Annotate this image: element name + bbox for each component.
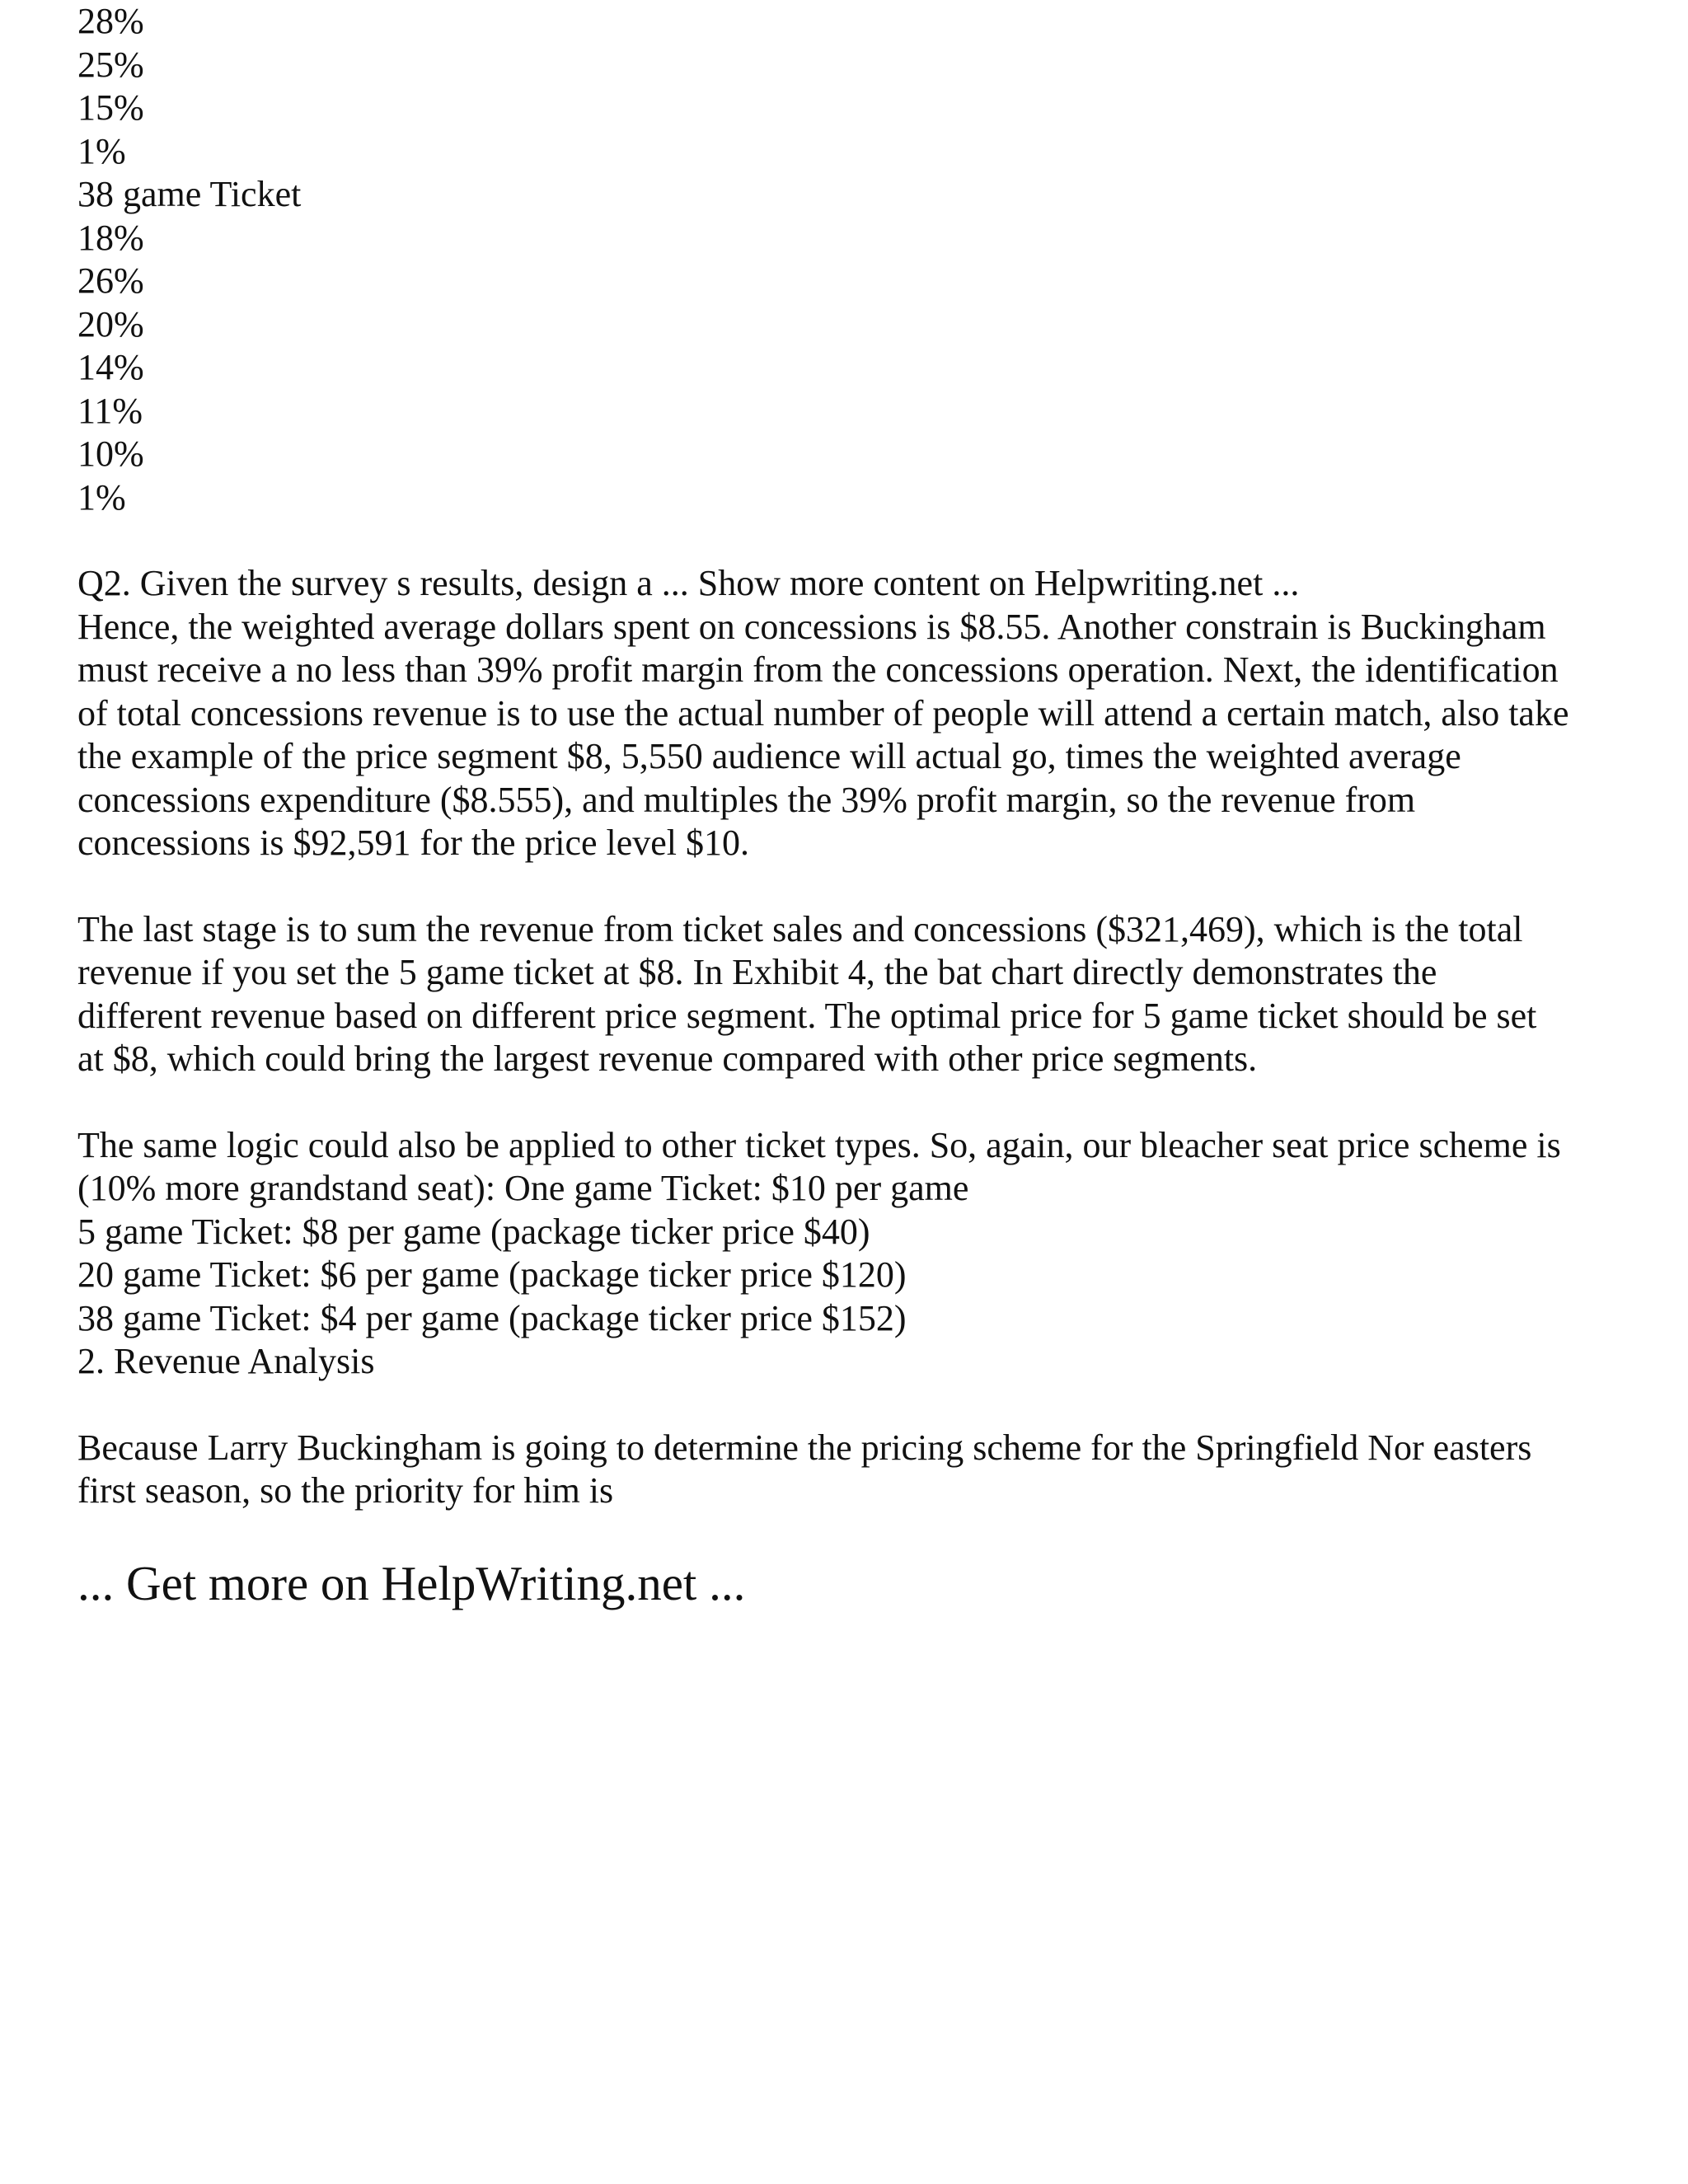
section-heading-revenue-analysis: 2. Revenue Analysis bbox=[77, 1341, 375, 1381]
paragraph-line: revenue if you set the 5 game ticket at $8. In Exhibit 4, the bat chart directly demonstrates the bbox=[77, 952, 1437, 992]
list-item: 1% bbox=[77, 130, 126, 171]
paragraph-line: Q2. Given the survey s results, design a ... Show more content on Helpwriting.net ... bbox=[77, 563, 1300, 603]
same-logic-paragraph bbox=[77, 1124, 1643, 1384]
list-item: 14% bbox=[77, 347, 144, 387]
paragraph-line: the example of the price segment $8, 5,550 audience will actual go, times the weighted average bbox=[77, 736, 1461, 776]
list-item: 26% bbox=[77, 260, 144, 301]
list-item: 15% bbox=[77, 87, 144, 128]
paragraph-line: 20 game Ticket: $6 per game (package ticker price $120) bbox=[77, 1254, 907, 1295]
paragraph-line: at $8, which could bring the largest revenue compared with other price segments. bbox=[77, 1038, 1258, 1079]
spacer bbox=[77, 1081, 1643, 1124]
document-page bbox=[77, 0, 1643, 1612]
paragraph-line: The last stage is to sum the revenue from ticket sales and concessions ($321,469), which is the total bbox=[77, 908, 1523, 949]
get-more-link[interactable]: ... Get more on HelpWriting.net ... bbox=[77, 1555, 746, 1610]
paragraph-line: 38 game Ticket: $4 per game (package ticker price $152) bbox=[77, 1297, 907, 1338]
spacer bbox=[77, 865, 1643, 908]
spacer bbox=[77, 519, 1643, 562]
list-item: 25% bbox=[77, 44, 144, 85]
list-item-ticket-heading: 38 game Ticket bbox=[77, 174, 302, 214]
paragraph-line: The same logic could also be applied to other ticket types. So, again, our bleacher seat price scheme is bbox=[77, 1124, 1561, 1165]
list-item: 10% bbox=[77, 434, 144, 474]
paragraph-line: first season, so the priority for him is bbox=[77, 1470, 614, 1511]
because-paragraph bbox=[77, 1427, 1643, 1513]
list-item: 28% bbox=[77, 1, 144, 41]
spacer bbox=[77, 1384, 1643, 1427]
list-item: 18% bbox=[77, 217, 144, 258]
list-item: 20% bbox=[77, 303, 144, 344]
q2-paragraph bbox=[77, 562, 1643, 865]
paragraph-line: of total concessions revenue is to use the actual number of people will attend a certain match, also take bbox=[77, 692, 1569, 733]
paragraph-line: must receive a no less than 39% profit margin from the concessions operation. Next, the identification bbox=[77, 649, 1559, 690]
paragraph-line: Because Larry Buckingham is going to determine the pricing scheme for the Springfield Nor easters bbox=[77, 1427, 1532, 1468]
paragraph-line: Hence, the weighted average dollars spent on concessions is $8.55. Another constrain is Buckingham bbox=[77, 606, 1546, 647]
paragraph-line: (10% more grandstand seat): One game Ticket: $10 per game bbox=[77, 1168, 969, 1208]
paragraph-line: different revenue based on different price segment. The optimal price for 5 game ticket should be set bbox=[77, 995, 1537, 1036]
paragraph-line: concessions is $92,591 for the price level $10. bbox=[77, 823, 750, 863]
percentage-list bbox=[77, 0, 1643, 519]
paragraph-line: concessions expenditure ($8.555), and multiples the 39% profit margin, so the revenue from bbox=[77, 779, 1416, 820]
paragraph-line: 5 game Ticket: $8 per game (package ticker price $40) bbox=[77, 1211, 870, 1252]
last-stage-paragraph bbox=[77, 908, 1643, 1081]
list-item: 1% bbox=[77, 476, 126, 518]
list-item: 11% bbox=[77, 390, 143, 431]
